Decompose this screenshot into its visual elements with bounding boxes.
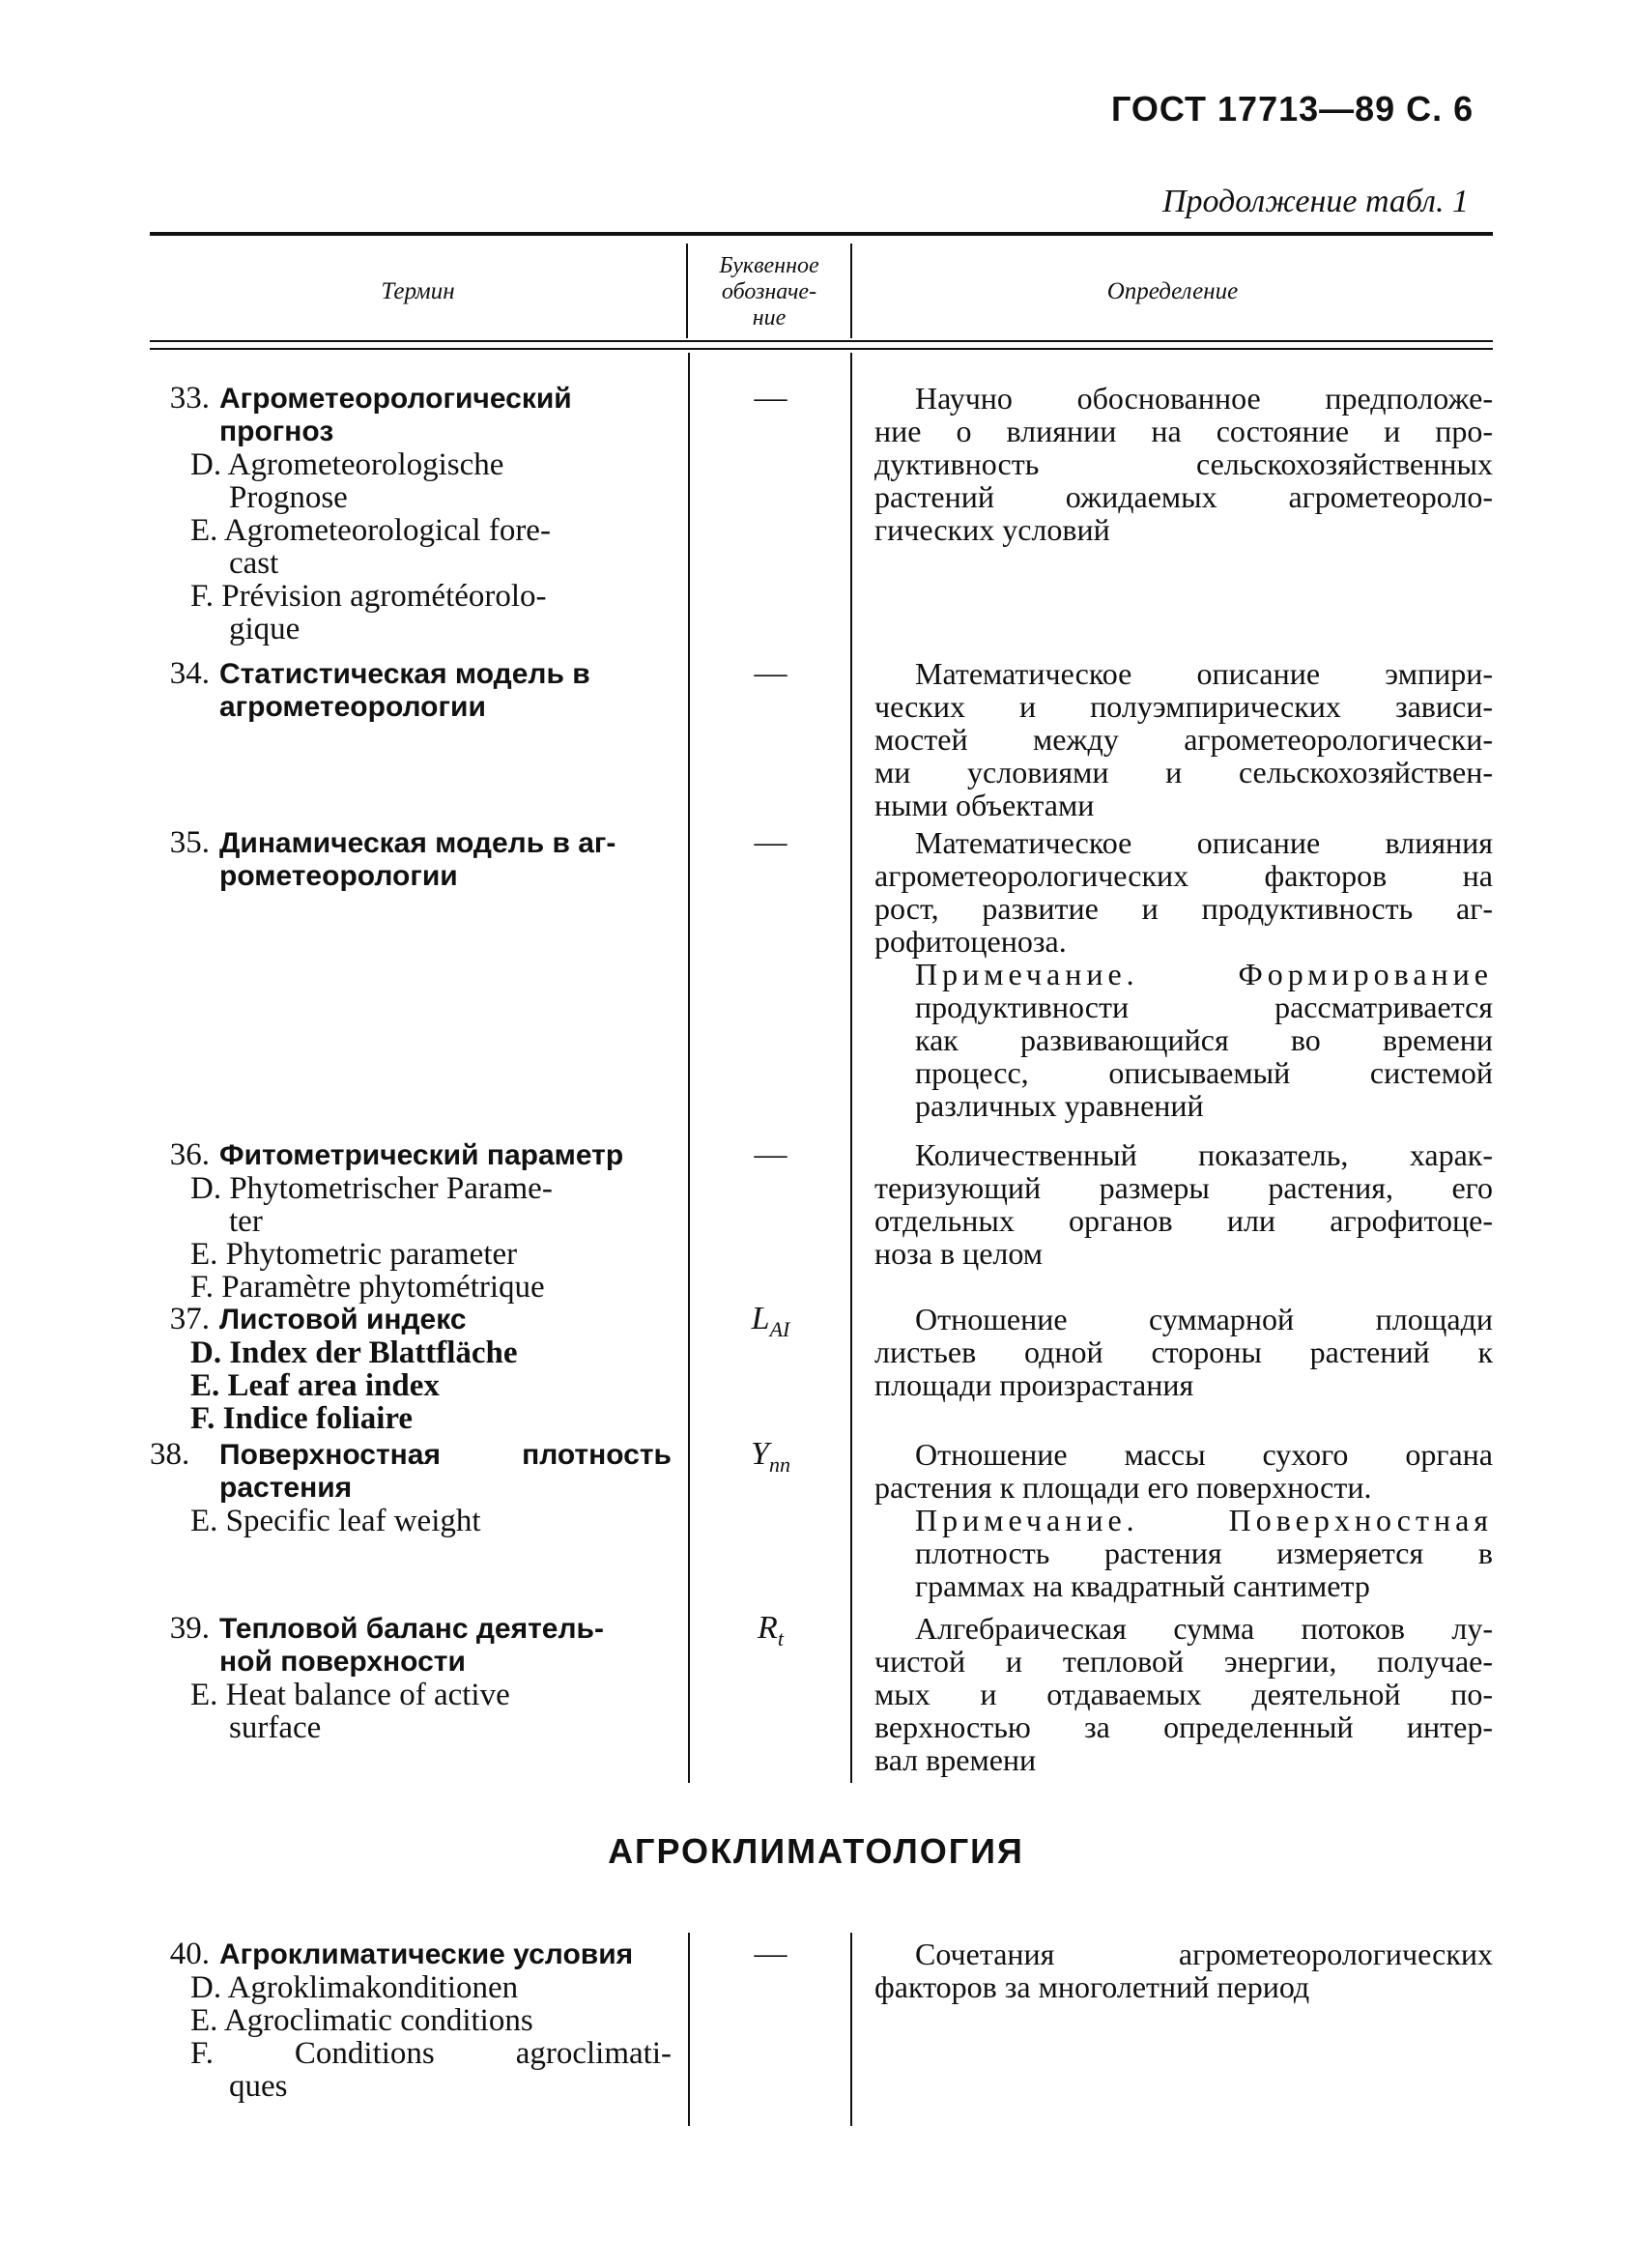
- table-row-40-term: 40. Агроклиматические условия D. Agroklimakonditionen E. Agroclimatic conditions F. Conditions agroclimati- ques: [169, 1937, 672, 2104]
- table-header-rule-2: [150, 348, 1493, 350]
- table-row-34-symbol: —: [754, 655, 787, 691]
- table-row-34-definition: Математическое описание эмпири- ческих и полуэмпирических зависи- мостей между агрометеорологически- ми условиями и сельскохозяйствен- ными объектами: [874, 656, 1493, 822]
- table-row-35-symbol: —: [754, 824, 787, 860]
- table-row-34-term: 34. Статистическая модель в агрометеорологии: [169, 656, 590, 723]
- table-row-40-symbol: —: [754, 1936, 787, 1971]
- table-row-33-term: 33. Агрометеорологический прогноз D. Agrometeorologische Prognose E. Agrometeorological fore- cast F. Prévision agrométéorolo- gique: [169, 381, 572, 646]
- table-row-39-definition: Алгебраическая сумма потоков лу- чистой и тепловой энергии, получае- мых и отдаваемых деятельной по- верхностью за определенный интер- вал времени: [874, 1611, 1493, 1777]
- table-row-40-definition: Сочетания агрометеорологических факторов за многолетний период: [874, 1937, 1493, 2004]
- column-divider-1-body: [688, 353, 690, 1783]
- table-top-rule: [150, 232, 1493, 236]
- table-row-38-term: 38. Поверхностная плотность растения E. Specific leaf weight: [150, 1437, 672, 1538]
- table-row-38-definition: Отношение массы сухого органа растения к площади его поверхности. Примечание. Поверхностная плотность растения измеряется в граммах на квадратный сантиметр: [874, 1437, 1493, 1603]
- table-row-38-symbol: $Y_{пп}$: [751, 1436, 790, 1477]
- table-row-36-term: 36. Фитометрический параметр D. Phytometrischer Parame- ter E. Phytometric parameter F. Paramètre phytométrique: [169, 1137, 624, 1305]
- table-row-37-symbol: $L_{AI}$: [751, 1301, 790, 1341]
- column-header-symbol: Буквенное обозначе- ние: [719, 253, 819, 330]
- section-column-divider-2: [850, 1933, 852, 2126]
- table-row-37-term: 37. Листовой индекс D. Index der Blattfläche E. Leaf area index F. Indice foliaire: [169, 1302, 518, 1436]
- column-divider-2-body: [850, 353, 852, 1783]
- table-row-33-definition: Научно обоснованное предположе- ние о влиянии на состояние и про- дуктивность сельскохозяйственных растений ожидаемых агрометеороло- гических условий: [874, 381, 1493, 547]
- table-row-38-note: Примечание. Поверхностная: [915, 1503, 1493, 1537]
- table-row-39-symbol: $R_t$: [758, 1610, 784, 1651]
- table-row-35-term: 35. Динамическая модель в аг- рометеорологии: [169, 825, 616, 892]
- column-header-definition: Определение: [1106, 278, 1239, 304]
- table-header-rule-1: [150, 340, 1493, 342]
- table-row-36-symbol: —: [754, 1136, 787, 1172]
- table-row-35-note: Примечание. Формирование: [915, 957, 1493, 991]
- section-column-divider-1: [688, 1933, 690, 2126]
- table-row-33-symbol: —: [754, 380, 787, 416]
- table-continuation-label: Продолжение табл. 1: [1161, 184, 1469, 219]
- table-row-36-definition: Количественный показатель, харак- теризующий размеры растения, его отдельных органов или агрофитоце- ноза в целом: [874, 1137, 1493, 1271]
- section-title: АГРОКЛИМАТОЛОГИЯ: [608, 1831, 1024, 1871]
- column-header-term: Термин: [381, 278, 455, 304]
- table-row-37-definition: Отношение суммарной площади листьев одной стороны растений к площади произрастания: [874, 1302, 1493, 1402]
- table-row-39-term: 39. Тепловой баланс деятель- ной поверхности E. Heat balance of active surface: [169, 1611, 604, 1745]
- page-header: ГОСТ 17713—89 С. 6: [1111, 89, 1475, 129]
- table-row-35-definition: Математическое описание влияния агрометеорологических факторов на рост, развитие и продуктивность аг- рофитоценоза. Примечание. Формирование продуктивности рассматривается как развивающийся во времени процесс, описываемый системой различных уравнений: [874, 825, 1493, 1123]
